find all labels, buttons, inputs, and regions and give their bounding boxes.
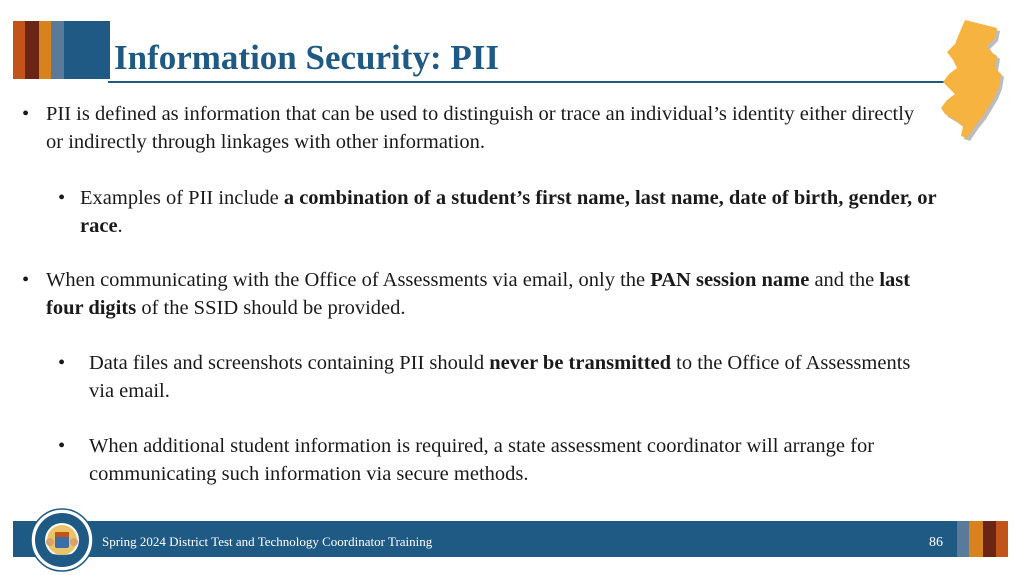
- text-segment: .: [117, 215, 123, 237]
- bullet-dot: •: [58, 435, 66, 457]
- bullet-text: When additional student information is required, a state assessment coordinator will arrange for communicating such information via secure methods.: [89, 435, 875, 485]
- text-segment: and the: [809, 269, 880, 291]
- footer-bar-rust: [996, 521, 1008, 557]
- nj-department-of-education-seal-icon: [30, 508, 94, 572]
- footer-bar-brown: [983, 521, 996, 557]
- bullet-pii-examples: [58, 184, 948, 240]
- footer-training-title: Spring 2024 District Test and Technology Coordinator Training: [102, 534, 433, 549]
- slide-page-number: 86: [929, 535, 943, 550]
- bullet-secure-methods: [58, 432, 928, 488]
- bullet-dot: •: [58, 187, 66, 209]
- text-segment: of the SSID should be provided.: [136, 297, 406, 319]
- footer-bar-gold: [969, 521, 983, 557]
- text-segment: When communicating with the Office of Assessments via email, only the: [46, 269, 651, 291]
- bullet-dot: •: [22, 269, 30, 291]
- bullet-text: [22, 266, 942, 322]
- bold-segment: last four digits: [46, 269, 911, 319]
- bullet-data-files: [58, 349, 928, 405]
- text-segment: Examples of PII include: [80, 187, 284, 209]
- text-segment: Data files and screenshots containing PII should: [89, 352, 490, 374]
- slide-title: Information Security: PII: [114, 38, 499, 77]
- bullet-text: [58, 349, 928, 405]
- text-segment: to the Office of Assessments via email.: [89, 352, 911, 402]
- bullet-email-guidance: [22, 266, 942, 322]
- bullet-pii-definition: [22, 100, 922, 156]
- bullet-dot: •: [22, 103, 30, 125]
- bullet-dot: •: [58, 352, 66, 374]
- bold-segment: PAN session name: [650, 269, 810, 291]
- bold-segment: a combination of a student’s first name, last name, date of birth, gender, or race: [80, 187, 937, 237]
- bold-segment: never be transmitted: [489, 352, 672, 374]
- footer-color-bars: [957, 521, 1008, 557]
- footer-bar-slate: [957, 521, 969, 557]
- bullet-text: PII is defined as information that can be used to distinguish or trace an individual’s identity either directly or indirectly through linkages with other information.: [46, 103, 915, 153]
- bullet-text: [58, 184, 948, 240]
